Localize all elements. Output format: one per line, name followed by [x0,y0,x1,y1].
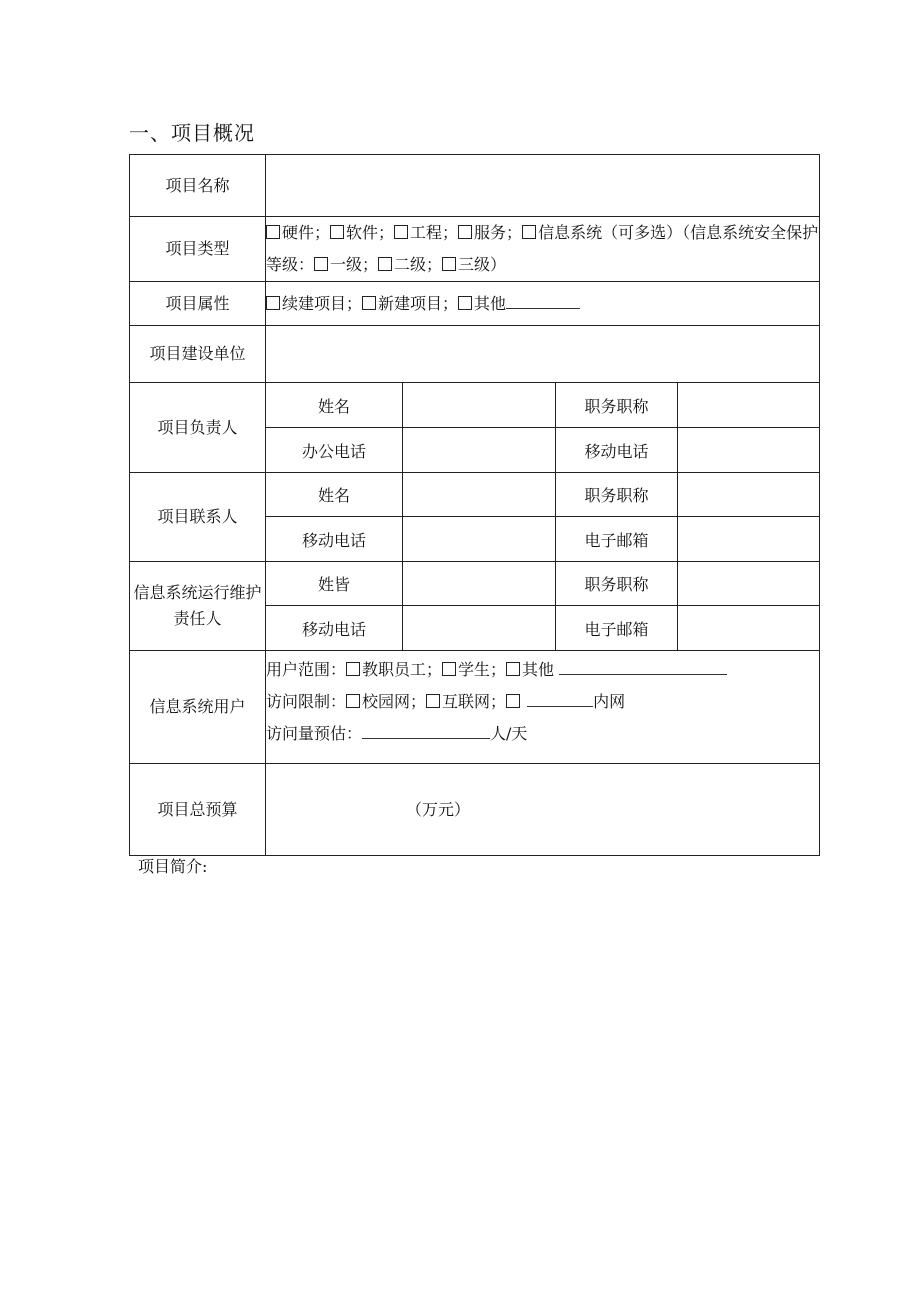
project-overview-table [129,154,820,856]
row-users [130,651,820,764]
checkbox-intranet[interactable] [506,694,520,708]
checkbox-engineering[interactable] [394,225,408,239]
users-content [266,651,820,764]
ops-title-label: 职务职称 [556,562,678,606]
project-intro-label: 项目简介: [138,857,208,876]
checkbox-continue[interactable] [266,296,280,310]
row-project-attr [130,282,820,326]
option-student: 学生； [458,660,507,679]
leader-office-phone-field[interactable] [403,428,556,473]
option-other: 其他 [474,293,507,313]
contact-label: 项目联系人 [130,473,266,562]
attr-other-blank[interactable] [506,292,580,309]
row-leader-1 [130,383,820,428]
ops-title-field[interactable] [678,562,820,606]
checkbox-internet[interactable] [426,694,440,708]
project-attr-label: 项目属性 [130,282,266,326]
row-unit [130,326,820,383]
ops-name-label: 姓皆 [266,562,403,606]
contact-mobile-field[interactable] [403,517,556,562]
option-software: 软件； [346,223,395,242]
checkbox-student[interactable] [442,662,456,676]
checkbox-infosys[interactable] [522,225,536,239]
contact-title-field[interactable] [678,473,820,517]
project-name-label: 项目名称 [130,155,266,217]
leader-label: 项目负责人 [130,383,266,473]
budget-unit: （万元） [406,799,471,819]
row-project-name [130,155,820,217]
contact-name-field[interactable] [403,473,556,517]
checkbox-new[interactable] [362,296,376,310]
project-type-options [266,217,820,282]
intranet-blank[interactable] [527,690,593,707]
leader-name-field[interactable] [403,383,556,428]
option-level-3: 三级） [458,255,507,274]
checkbox-hardware[interactable] [266,225,280,239]
option-continue: 续建项目； [282,293,363,313]
checkbox-campus[interactable] [346,694,360,708]
users-label: 信息系统用户 [130,651,266,764]
checkbox-other[interactable] [458,296,472,310]
users-scope-line [266,654,819,686]
leader-name-label: 姓名 [266,383,403,428]
row-budget [130,764,820,856]
project-attr-options [266,282,820,326]
contact-title-label: 职务职称 [556,473,678,517]
checkbox-service[interactable] [458,225,472,239]
option-hardware: 硬件； [282,223,331,242]
ops-name-field[interactable] [403,562,556,606]
row-ops-1 [130,562,820,606]
option-new: 新建项目； [378,293,459,313]
access-line [266,686,819,718]
visits-blank[interactable] [362,722,490,739]
ops-label: 信息系统运行维护责任人 [130,562,266,651]
budget-field[interactable] [266,764,820,856]
contact-mobile-label: 移动电话 [266,517,403,562]
project-type-label: 项目类型 [130,217,266,282]
unit-field[interactable] [266,326,820,383]
leader-mobile-field[interactable] [678,428,820,473]
users-other-blank[interactable] [559,658,727,675]
access-limit-label: 访问限制： [266,692,347,711]
option-level-2: 二级； [394,255,443,274]
checkbox-level-3[interactable] [442,257,456,271]
checkbox-level-1[interactable] [314,257,328,271]
leader-mobile-label: 移动电话 [556,428,678,473]
project-name-field[interactable] [266,155,820,217]
ops-mobile-label: 移动电话 [266,606,403,651]
option-infosys: 信息系统（可多选）（信息系统安全保护等级： [266,223,819,274]
option-campus: 校园网； [362,692,427,711]
budget-label: 项目总预算 [130,764,266,856]
checkbox-users-other[interactable] [506,662,520,676]
users-scope-label: 用户范围： [266,660,347,679]
option-users-other: 其他 [522,660,555,679]
ops-email-field[interactable] [678,606,820,651]
visits-unit: 人/天 [490,724,528,743]
checkbox-level-2[interactable] [378,257,392,271]
option-staff: 教职员工； [362,660,443,679]
unit-label: 项目建设单位 [130,326,266,383]
checkbox-software[interactable] [330,225,344,239]
visits-label: 访问量预估： [266,724,363,743]
leader-title-field[interactable] [678,383,820,428]
option-level-1: 一级； [330,255,379,274]
contact-name-label: 姓名 [266,473,403,517]
contact-email-label: 电子邮箱 [556,517,678,562]
row-contact-1 [130,473,820,517]
checkbox-staff[interactable] [346,662,360,676]
row-project-type [130,217,820,282]
leader-office-phone-label: 办公电话 [266,428,403,473]
ops-email-label: 电子邮箱 [556,606,678,651]
contact-email-field[interactable] [678,517,820,562]
option-service: 服务； [474,223,523,242]
leader-title-label: 职务职称 [556,383,678,428]
option-engineering: 工程； [410,223,459,242]
option-internet: 互联网； [442,692,507,711]
option-intranet: 内网 [593,692,626,711]
visits-line [266,718,819,750]
ops-mobile-field[interactable] [403,606,556,651]
section-title: 一、项目概况 [129,121,255,145]
